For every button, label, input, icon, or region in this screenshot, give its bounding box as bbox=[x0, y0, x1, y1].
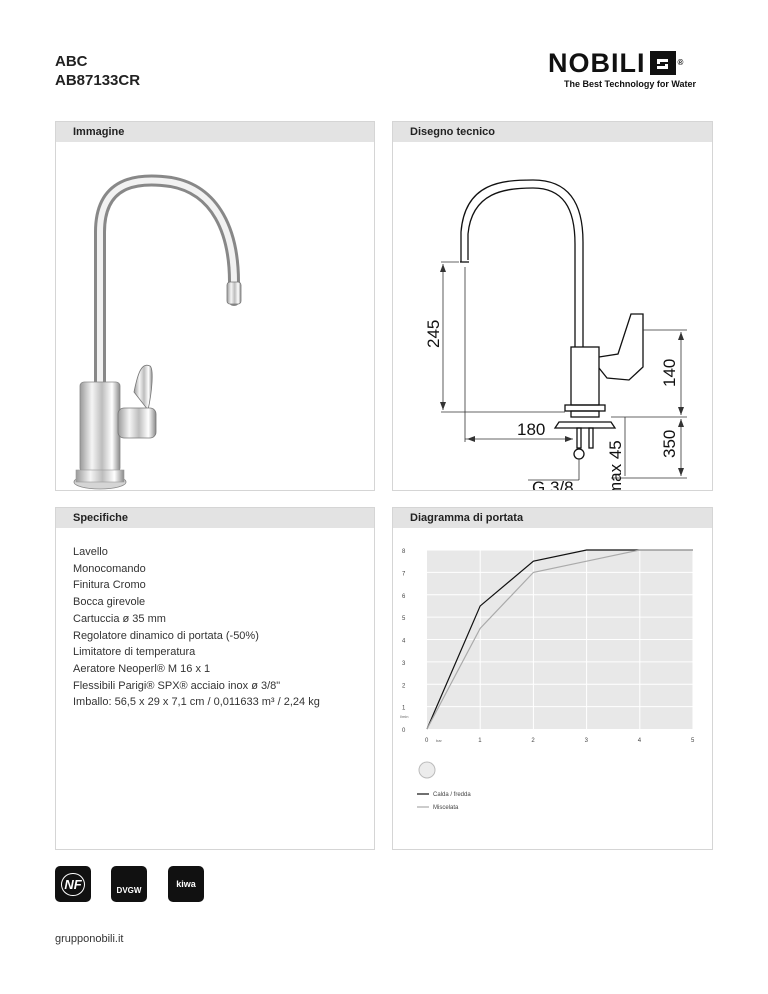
dim-max45-label: max 45 bbox=[606, 440, 625, 490]
y-tick-label: 2 bbox=[402, 683, 406, 690]
y-tick-label: 8 bbox=[402, 549, 406, 555]
technical-drawing bbox=[393, 142, 712, 490]
x-tick-label: 1 bbox=[478, 738, 482, 744]
x-tick-label: 2 bbox=[531, 738, 535, 744]
legend-label: Calda / fredda bbox=[433, 792, 471, 798]
y-tick-label: 0 bbox=[402, 728, 406, 734]
technical-drawing-panel bbox=[392, 121, 713, 491]
spec-item: Imballo: 56,5 x 29 x 7,1 cm / 0,011633 m³ / 2,24 kg bbox=[73, 696, 320, 709]
legend-label: Miscelata bbox=[433, 805, 459, 811]
dim-g38-label: G 3/8 bbox=[532, 478, 574, 490]
spec-item: Cartuccia ø 35 mm bbox=[73, 612, 166, 625]
brand-tagline: The Best Technology for Water bbox=[564, 79, 697, 89]
spec-item: Finitura Cromo bbox=[73, 579, 146, 592]
spec-item: Monocomando bbox=[73, 562, 146, 575]
brand-name: NOBILI bbox=[548, 48, 646, 78]
dvgw-cert-label: DVGW bbox=[116, 885, 142, 895]
flow-chart-panel bbox=[392, 507, 713, 850]
dvgw-cert-icon bbox=[111, 866, 147, 902]
x-tick-label: 4 bbox=[637, 738, 642, 744]
spec-item: Lavello bbox=[73, 546, 108, 558]
flow-chart bbox=[393, 528, 712, 849]
x-axis-label: bar bbox=[436, 738, 442, 743]
specs-panel bbox=[55, 507, 375, 850]
specs-panel-title: Specifiche bbox=[56, 508, 374, 528]
y-tick-label: 3 bbox=[402, 660, 406, 667]
product-collection: ABC bbox=[55, 53, 88, 70]
y-tick-label: 7 bbox=[402, 571, 406, 578]
x-tick-label: 3 bbox=[584, 738, 588, 744]
product-image bbox=[56, 142, 374, 490]
x-tick-label: 0 bbox=[425, 738, 429, 744]
y-tick-label: 1 bbox=[402, 705, 406, 712]
spec-item: Limitatore di temperatura bbox=[73, 646, 196, 659]
y-axis-label: l/min bbox=[400, 713, 409, 719]
spec-item: Regolatore dinamico di portata (-50%) bbox=[73, 629, 259, 642]
dim-350-label: 350 bbox=[660, 429, 679, 458]
nf-cert-label: NF bbox=[61, 873, 84, 896]
kiwa-cert-icon bbox=[168, 866, 204, 902]
brand-logo bbox=[548, 48, 720, 89]
product-code: AB87133CR bbox=[55, 72, 141, 89]
y-tick-label: 5 bbox=[402, 616, 406, 623]
product-header bbox=[55, 52, 140, 90]
registered-icon: ® bbox=[677, 58, 685, 67]
y-tick-label: 4 bbox=[402, 638, 406, 645]
dim-140-label: 140 bbox=[660, 358, 679, 387]
dim-180-label: 180 bbox=[517, 420, 546, 439]
image-panel bbox=[55, 121, 375, 491]
x-tick-label: 5 bbox=[691, 738, 695, 744]
spec-list bbox=[56, 528, 374, 711]
kiwa-cert-label: kiwa bbox=[176, 879, 196, 889]
y-tick-label: 6 bbox=[402, 593, 406, 600]
spec-item: Aeratore Neoperl® M 16 x 1 bbox=[73, 662, 211, 675]
footer-website: grupponobili.it bbox=[55, 933, 124, 945]
spec-item: Flessibili Parigi® SPX® acciaio inox ø 3/8" bbox=[73, 679, 281, 692]
image-panel-title: Immagine bbox=[56, 122, 374, 142]
nf-cert-icon bbox=[55, 866, 91, 902]
spec-item: Bocca girevole bbox=[73, 596, 146, 609]
zoom-icon bbox=[419, 762, 435, 778]
flow-panel-title: Diagramma di portata bbox=[393, 508, 712, 528]
dim-245-label: 245 bbox=[424, 319, 443, 348]
technical-panel-title: Disegno tecnico bbox=[393, 122, 712, 142]
brand-mark-icon bbox=[650, 51, 676, 75]
